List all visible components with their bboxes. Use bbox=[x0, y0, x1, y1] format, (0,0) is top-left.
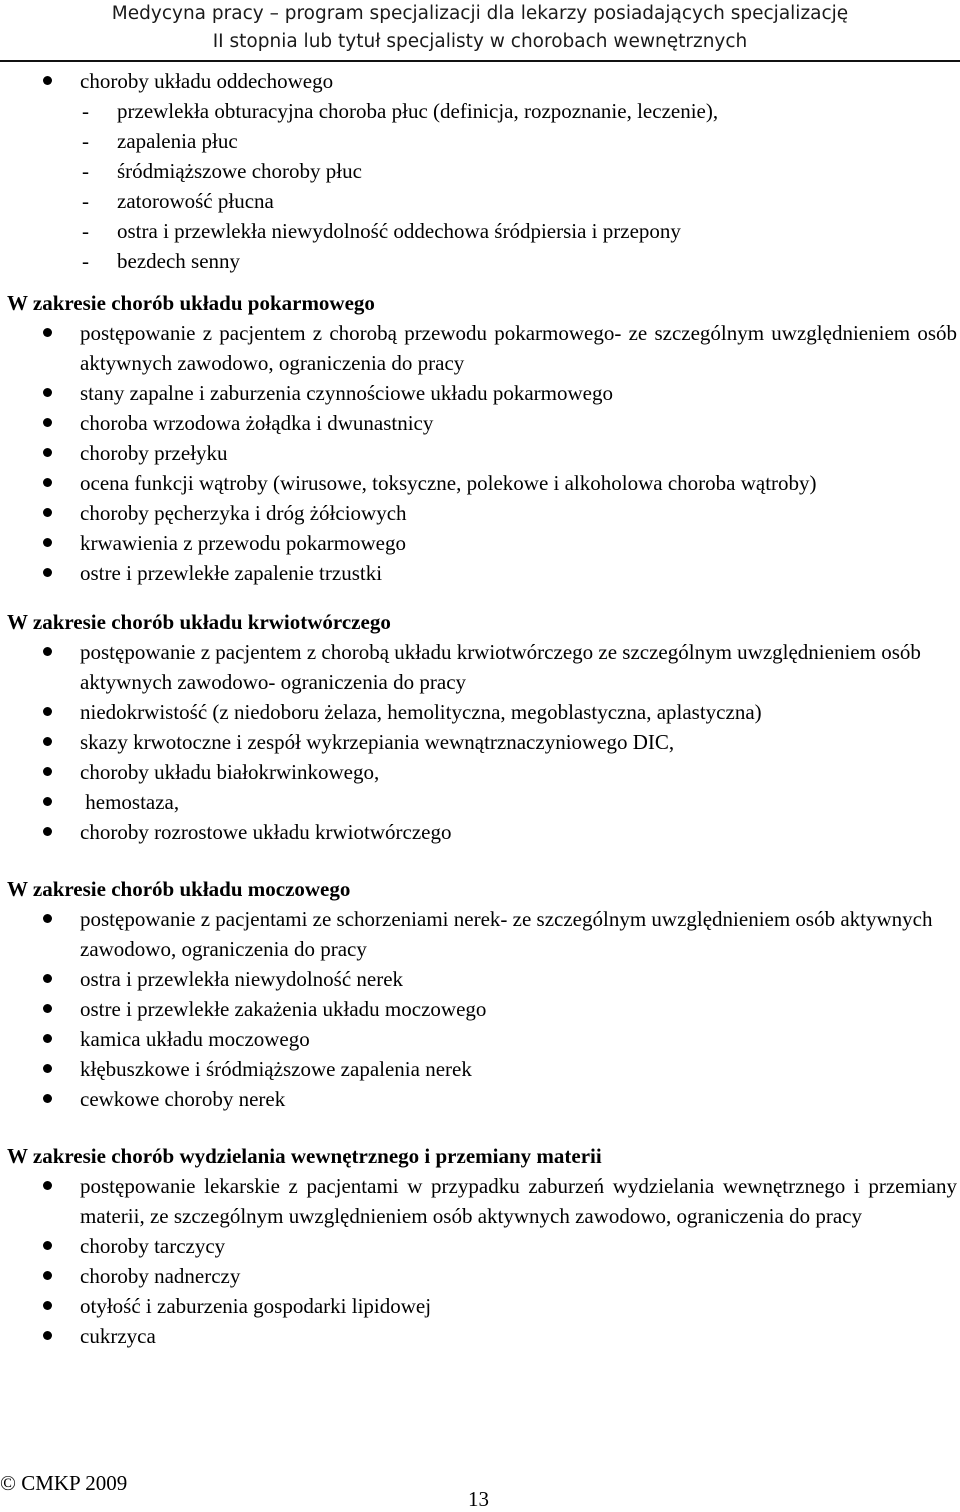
list-item: postępowanie z pacjentami ze schorzeniami nerek- ze szczególnym uwzględnieniem osób aktywnych zawodowo, ograniczenia do pracy bbox=[7, 904, 957, 964]
dash-item-text: przewlekła obturacyjna choroba płuc (definicja, rozpoznanie, leczenie), bbox=[117, 99, 719, 123]
section-heading: W zakresie chorób układu pokarmowego bbox=[7, 291, 375, 315]
page-header bbox=[0, 0, 960, 56]
document-body bbox=[7, 64, 957, 1351]
list-item: ostre i przewlekłe zakażenia układu moczowego bbox=[7, 994, 957, 1024]
list-item: choroby układu oddechowego bbox=[7, 66, 957, 96]
dash-list-item bbox=[7, 96, 957, 126]
dash-list-item bbox=[7, 216, 957, 246]
list-item: cukrzyca bbox=[7, 1321, 957, 1351]
list-item: kłębuszkowe i śródmiąższowe zapalenia nerek bbox=[7, 1054, 957, 1084]
list-item: ostre i przewlekłe zapalenie trzustki bbox=[7, 558, 957, 588]
dash-marker: - bbox=[82, 159, 89, 183]
list-item: choroby rozrostowe układu krwiotwórczego bbox=[7, 817, 957, 847]
footer-copyright: © CMKP 2009 bbox=[0, 1471, 128, 1495]
header-line-2: II stopnia lub tytuł specjalisty w chorobach wewnętrznych bbox=[212, 31, 748, 52]
list-item: choroby tarczycy bbox=[7, 1231, 957, 1261]
list-item: kamica układu moczowego bbox=[7, 1024, 957, 1054]
list-item: choroby przełyku bbox=[7, 438, 957, 468]
dash-list-item bbox=[7, 186, 957, 216]
dash-item-text: bezdech senny bbox=[117, 249, 241, 273]
list-item: choroby nadnerczy bbox=[7, 1261, 957, 1291]
dash-marker: - bbox=[82, 99, 89, 123]
list-item: choroby pęcherzyka i dróg żółciowych bbox=[7, 498, 957, 528]
dash-marker: - bbox=[82, 219, 89, 243]
list-item: krwawienia z przewodu pokarmowego bbox=[7, 528, 957, 558]
list-item: stany zapalne i zaburzenia czynnościowe układu pokarmowego bbox=[7, 378, 957, 408]
list-item: ostra i przewlekła niewydolność nerek bbox=[7, 964, 957, 994]
list-item: hemostaza, bbox=[7, 787, 957, 817]
dash-list-item bbox=[7, 126, 957, 156]
dash-marker: - bbox=[82, 129, 89, 153]
list-item: cewkowe choroby nerek bbox=[7, 1084, 957, 1114]
header-line-1: Medycyna pracy – program specjalizacji dla lekarzy posiadających specjalizację bbox=[111, 3, 849, 24]
section-heading: W zakresie chorób układu moczowego bbox=[7, 877, 351, 901]
section-heading: W zakresie chorób wydzielania wewnętrznego i przemiany materii bbox=[7, 1144, 602, 1168]
list-item: skazy krwotoczne i zespół wykrzepiania wewnątrznaczyniowego DIC, bbox=[7, 727, 957, 757]
dash-marker: - bbox=[82, 249, 89, 273]
list-item: ocena funkcji wątroby (wirusowe, toksyczne, polekowe i alkoholowa choroba wątroby) bbox=[7, 468, 957, 498]
list-item: postępowanie z pacjentem z chorobą przewodu pokarmowego- ze szczególnym uwzględnieniem osób aktywnych zawodowo, ograniczenia do pracy bbox=[7, 318, 957, 378]
list-item: choroby układu białokrwinkowego, bbox=[7, 757, 957, 787]
list-item: otyłość i zaburzenia gospodarki lipidowej bbox=[7, 1291, 957, 1321]
section-heading: W zakresie chorób układu krwiotwórczego bbox=[7, 610, 391, 634]
page-number: 13 bbox=[468, 1487, 489, 1511]
header-rule bbox=[0, 60, 960, 62]
dash-list-item bbox=[7, 246, 957, 276]
list-item: postępowanie z pacjentem z chorobą układu krwiotwórczego ze szczególnym uwzględnieniem osób aktywnych zawodowo- ograniczenia do pracy bbox=[7, 637, 957, 697]
list-item: postępowanie lekarskie z pacjentami w przypadku zaburzeń wydzielania wewnętrznego i przemiany materii, ze szczególnym uwzględnieniem osób aktywnych zawodowo, ograniczenia do pracy bbox=[7, 1171, 957, 1231]
dash-marker: - bbox=[82, 189, 89, 213]
dash-list-item bbox=[7, 156, 957, 186]
dash-item-text: ostra i przewlekła niewydolność oddechowa śródpiersia i przepony bbox=[117, 219, 681, 243]
list-item: choroba wrzodowa żołądka i dwunastnicy bbox=[7, 408, 957, 438]
dash-item-text: śródmiąższowe choroby płuc bbox=[117, 159, 362, 183]
dash-item-text: zapalenia płuc bbox=[117, 129, 238, 153]
list-item: niedokrwistość (z niedoboru żelaza, hemolityczna, megoblastyczna, aplastyczna) bbox=[7, 697, 957, 727]
dash-item-text: zatorowość płucna bbox=[117, 189, 274, 213]
